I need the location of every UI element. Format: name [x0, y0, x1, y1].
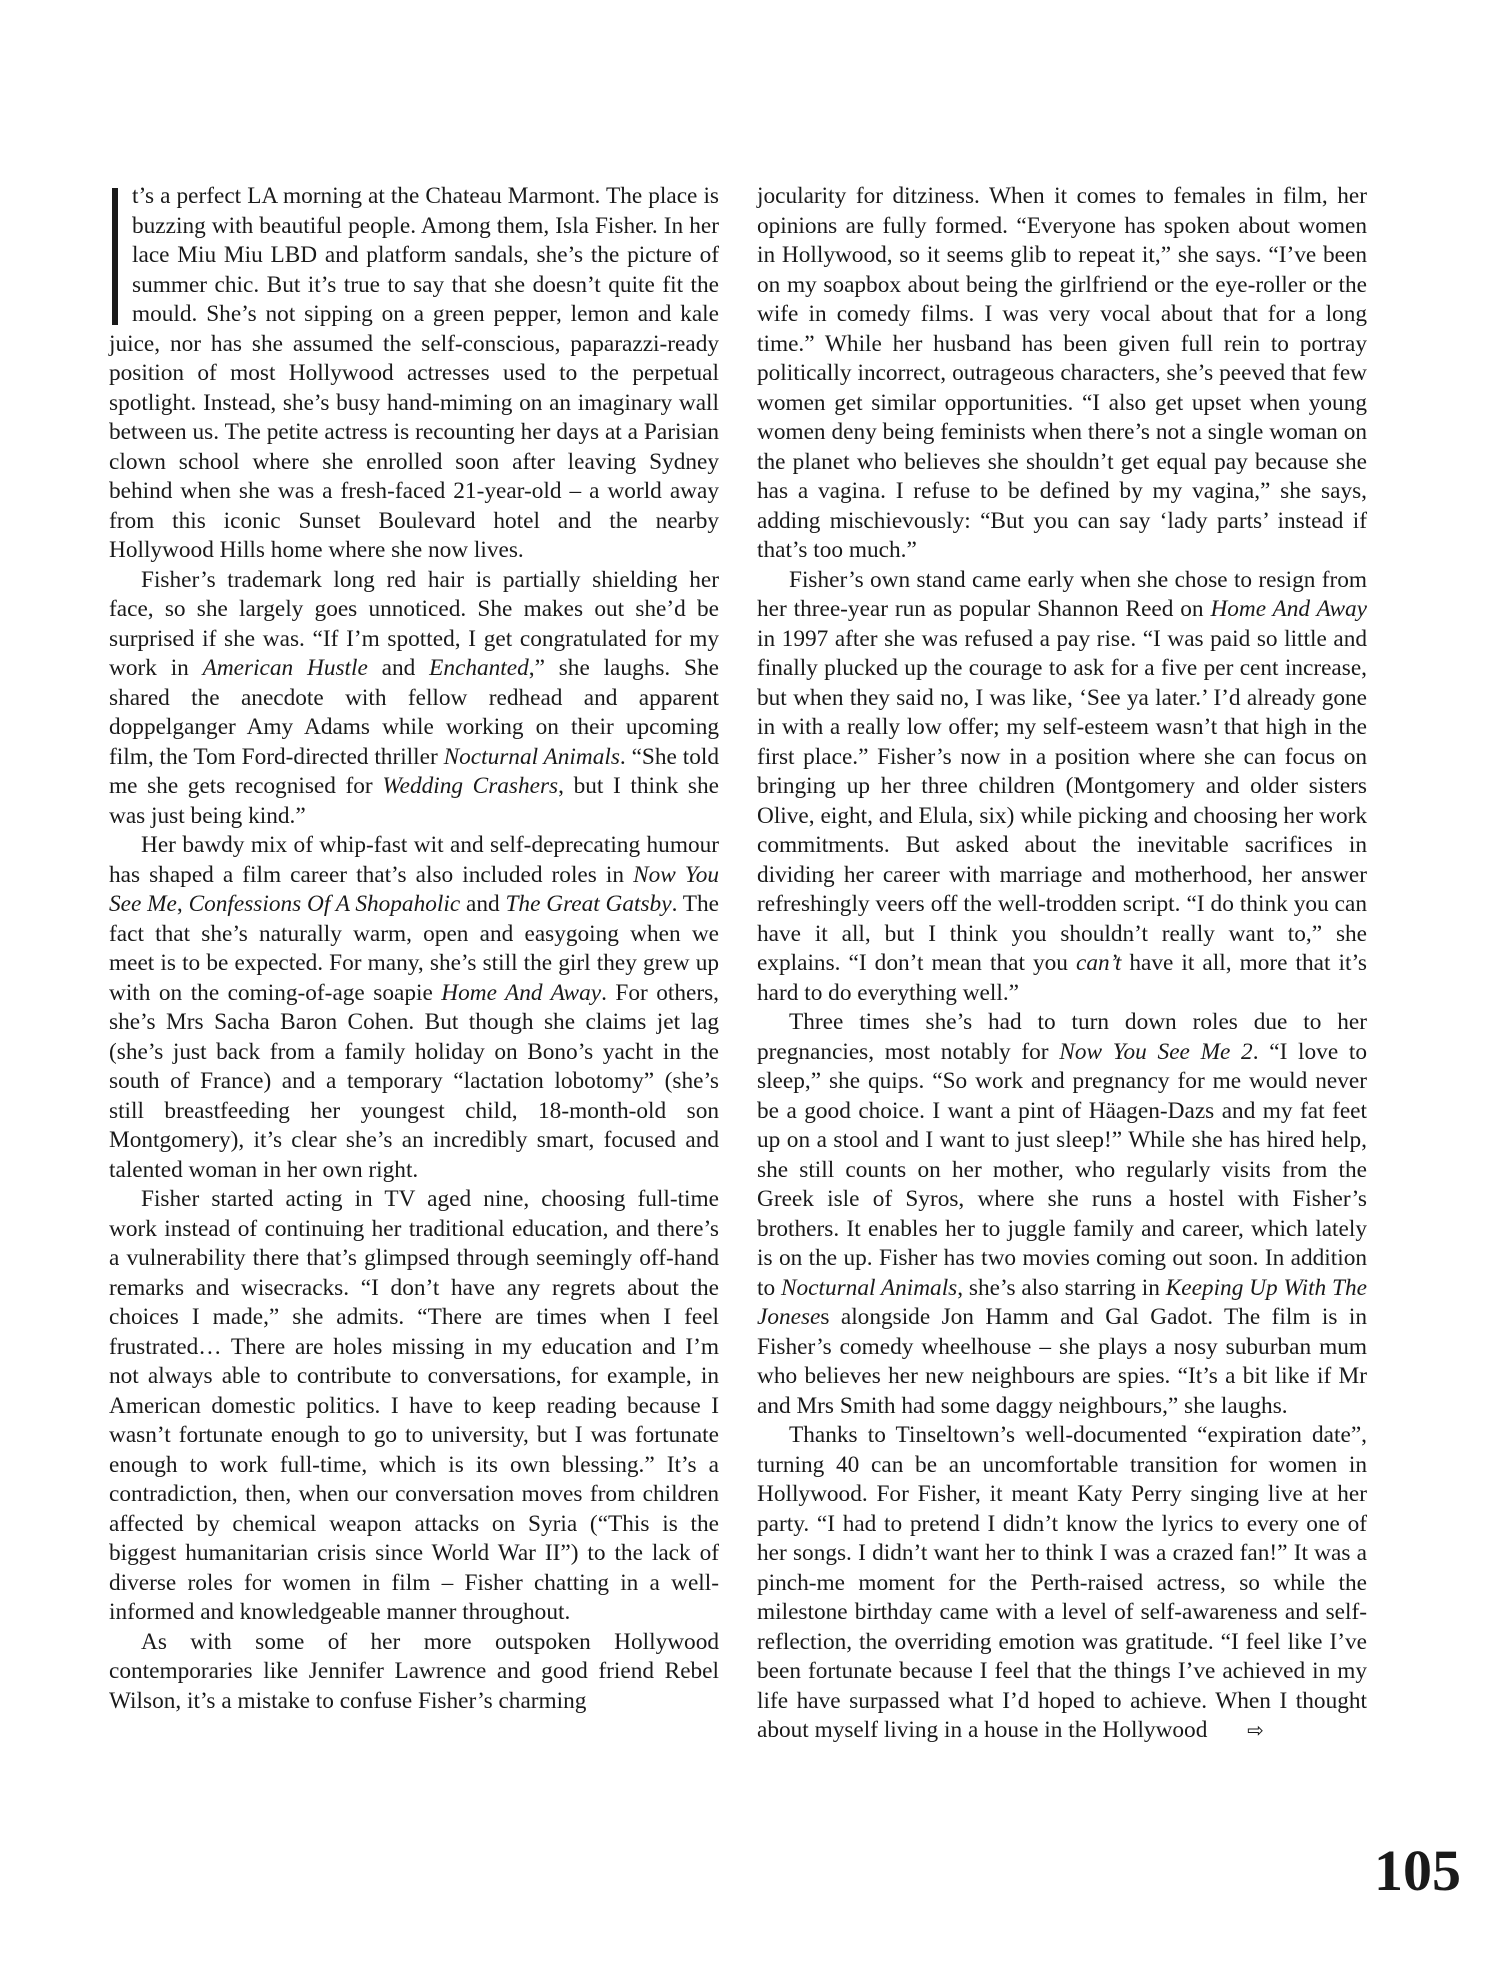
- body-text: . The fact that she’s naturally warm, open and easygoing when we meet is to be expected. For many, she’s still the girl they grew up with on the coming-of-age soapie: [109, 891, 720, 1006]
- italic-title-text: The Great Gatsby: [505, 891, 672, 917]
- italic-title-text: Nocturnal Animals: [443, 743, 620, 770]
- paragraph: [757, 1008, 1367, 1421]
- italic-title-text: Enchanted: [429, 655, 529, 681]
- body-text: Her bawdy mix of whip-fast wit and self-deprecating humour has shaped a film career that’s also included roles in: [109, 832, 719, 888]
- body-text: and: [367, 655, 430, 681]
- italic-title-text: American Hustle: [202, 655, 368, 681]
- article-column-left: [109, 182, 719, 1716]
- continue-arrow-icon: ⇨: [1247, 1718, 1264, 1742]
- body-text: t’s a perfect LA morning at the Chateau Marmont. The place is buzzing with beautiful people. Among them, Isla Fisher. In her lace Miu Miu LBD and platform sandals, she’s the picture of summer chic. But it’s true to say that she doesn’t quite fit the mould. She’s not sipping on a green pepper, lemon and kale juice, nor has she assumed the self-conscious, paparazzi-ready position of most Hollywood actresses used to the perpetual spotlight. Instead, she’s busy hand-miming on an imaginary wall between us. The petite actress is recounting her days at a Parisian clown school where she enrolled soon after leaving Sydney behind when she was a fresh-faced 21-year-old – a world away from this iconic Sunset Boulevard hotel and the nearby Hollywood Hills home where she now lives.: [109, 183, 719, 563]
- body-text: Three times she’s had to turn down roles due to her pregnancies, most notably for: [757, 1009, 1367, 1065]
- paragraph: [757, 182, 1367, 566]
- body-text: Fisher started acting in TV aged nine, choosing full-time work instead of continuing her traditional education, and there’s a vulnerability there that’s glimpsed through seemingly off-hand remarks and wisecracks. “I don’t have any regrets about the choices I made,” she admits. “There are times when I feel frustrated… There are holes missing in my education and I’m not always able to contribute to conversations, for example, in American domestic politics. I have to keep reading because I wasn’t fortunate enough to go to university, but I was fortunate enough to work full-time, which is its own blessing.” It’s a contradiction, then, when our conversation moves from children affected by chemical weapon attacks on Syria (“This is the biggest humanitarian crisis since World War II”) to the lack of diverse roles for women in film – Fisher chatting in a well-informed and knowledgeable manner throughout.: [109, 1186, 719, 1625]
- article-column-right: [757, 182, 1367, 1746]
- italic-title-text: Now You See Me: [109, 861, 719, 917]
- paragraph: [109, 566, 719, 832]
- italic-title-text: Home And Away: [1210, 596, 1367, 622]
- italic-title-text: Wedding Crashers: [382, 773, 559, 799]
- drop-cap-bar: [112, 188, 118, 325]
- body-text: As with some of her more outspoken Hollywood contemporaries like Jennifer Lawrence and good friend Rebel Wilson, it’s a mistake to confuse Fisher’s charming: [109, 1628, 719, 1714]
- body-text: and: [460, 891, 506, 917]
- italic-title-text: Nocturnal Animals: [780, 1274, 958, 1301]
- paragraph: [109, 182, 719, 566]
- body-text: . For others, she’s Mrs Sacha Baron Cohen. But though she claims jet lag (she’s just back from a family holiday on Bono’s yacht in the south of France) and a temporary “lactation lobotomy” (she’s still breastfeeding her youngest child, 18-month-old son Montgomery), it’s clear she’s an incredibly smart, focused and talented woman in her own right.: [109, 979, 719, 1183]
- paragraph: [757, 1421, 1367, 1746]
- body-text: jocularity for ditziness. When it comes to females in film, her opinions are fully formed. “Everyone has spoken about women in Hollywood, so it seems glib to repeat it,” she says. “I’ve been on my soapbox about being the girlfriend or the eye-roller or the wife in comedy films. I was very vocal about that for a long time.” While her husband has been given full rein to portray politically incorrect, outrageous characters, she’s peeved that few women get similar opportunities. “I also get upset when young women deny being feminists when there’s not a single woman on the planet who believes she shouldn’t get equal pay because she has a vagina. I refuse to be defined by my vagina,” she says, adding mischievously: “But you can say ‘lady parts’ instead if that’s too much.”: [757, 183, 1367, 563]
- paragraph: [109, 831, 719, 1185]
- italic-title-text: Home And Away: [441, 979, 602, 1006]
- body-text: s alongside Jon Hamm and Gal Gadot. The film is in Fisher’s comedy wheelhouse – she plays a nosy suburban mum who believes her new neighbours are spies. “It’s a bit like if Mr and Mrs Smith had some daggy neighbours,” she laughs.: [757, 1304, 1367, 1419]
- body-text: Fisher’s own stand came early when she chose to resign from her three-year run as popular Shannon Reed on: [757, 566, 1367, 622]
- italic-title-text: can’t: [1076, 950, 1122, 976]
- italic-title-text: Confessions Of A Shopaholic: [188, 891, 461, 917]
- italic-title-text: Now You See Me 2: [1059, 1038, 1253, 1065]
- body-text: Thanks to Tinseltown’s well-documented “expiration date”, turning 40 can be an uncomfortable transition for women in Hollywood. For Fisher, it meant Katy Perry singing live at her party. “I had to pretend I didn’t know the lyrics to every one of her songs. I didn’t want her to think I was a crazed fan!” It was a pinch-me moment for the Perth-raised actress, so while the milestone birthday came with a level of self-awareness and self-reflection, the overriding emotion was gratitude. “I feel like I’ve been fortunate because I feel that the things I’ve achieved in my life have surpassed what I’d hoped to achieve. When I thought about myself living in a house in the Hollywood: [757, 1422, 1367, 1743]
- body-text: have it all, more that it’s hard to do everything well.”: [757, 950, 1367, 1006]
- body-text: , she’s also starring in: [957, 1274, 1166, 1301]
- body-text: in 1997 after she was refused a pay rise. “I was paid so little and finally plucked up the courage to ask for a five per cent increase, but when they said no, I was like, ‘See ya later.’ I’d already gone in with a really low offer; my self-esteem wasn’t that high in the first place.” Fisher’s now in a position where she can focus on bringing up her three children (Montgomery and older sisters Olive, eight, and Elula, six) while picking and choosing her work commitments. But asked about the inevitable sacrifices in dividing her career with marriage and motherhood, her answer refreshingly veers off the well-trodden script. “I do think you can have it all, but I think you shouldn’t really want to,” she explains. “I don’t mean that you: [757, 625, 1367, 976]
- body-text: Fisher’s trademark long red hair is partially shielding her face, so she largely goes unnoticed. She makes out she’d be surprised if she was. “If I’m spotted, I get congratulated for my work in: [109, 566, 719, 681]
- body-text: . “She told me she gets recognised for: [109, 743, 719, 799]
- body-text: . “I love to sleep,” she quips. “So work and pregnancy for me would never be a good choice. I want a pint of Häagen-Dazs and my fat feet up on a stool and I want to just sleep!” While she has hired help, she still counts on her mother, who regularly visits from the Greek isle of Syros, where she runs a hostel with Fisher’s brothers. It enables her to juggle family and career, which lately is on the up. Fisher has two movies coming out soon. In addition to: [757, 1038, 1367, 1301]
- body-text: , but I think she was just being kind.”: [109, 773, 719, 829]
- body-text: ,” she laughs. She shared the anecdote with fellow redhead and apparent doppelganger Amy Adams while working on their upcoming film, the Tom Ford-directed thriller: [109, 655, 719, 770]
- paragraph: [109, 1185, 719, 1628]
- italic-title-text: Keeping Up With The Jonese: [757, 1274, 1367, 1330]
- paragraph: [757, 566, 1367, 1009]
- body-text: ,: [176, 891, 189, 917]
- page-number: 105: [1374, 1838, 1461, 1903]
- paragraph: [109, 1628, 719, 1717]
